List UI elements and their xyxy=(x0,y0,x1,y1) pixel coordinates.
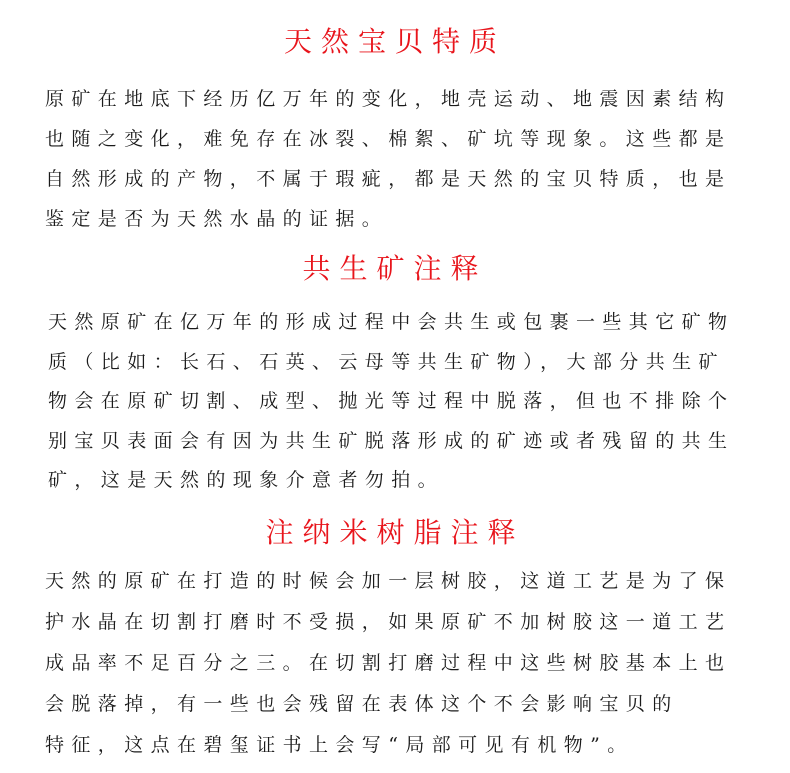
paragraph-line: 成品率不足百分之三。在切割打磨过程中这些树胶基本上也 xyxy=(45,652,732,674)
section-title-natural-traits: 天然宝贝特质 xyxy=(283,25,506,58)
paragraph-line: 质（比如：长石、石英、云母等共生矿物），大部分共生矿 xyxy=(48,350,725,373)
paragraph-line: 自然形成的产物，不属于瑕疵，都是天然的宝贝特质，也是 xyxy=(45,168,732,190)
paragraph-symbiotic-minerals xyxy=(48,303,753,501)
paragraph-line: 天然的原矿在打造的时候会加一层树胶，这道工艺是为了保 xyxy=(45,570,732,592)
section-title-nano-resin: 注纳米树脂注释 xyxy=(265,516,525,549)
paragraph-line: 鉴定是否为天然水晶的证据。 xyxy=(45,208,389,230)
paragraph-nano-resin xyxy=(45,561,750,766)
paragraph-line: 护水晶在切割打磨时不受损，如果原矿不加树胶这一道工艺 xyxy=(45,611,732,633)
paragraph-line: 会脱落掉，有一些也会残留在表体这个不会影响宝贝的 xyxy=(45,693,679,715)
paragraph-line: 矿，这是天然的现象介意者勿拍。 xyxy=(48,469,445,491)
paragraph-line: 特征，这点在碧玺证书上会写“局部可见有机物”。 xyxy=(45,734,634,756)
section-title-symbiotic-minerals: 共生矿注释 xyxy=(302,252,488,285)
paragraph-line: 物会在原矿切割、成型、抛光等过程中脱落，但也不排除个 xyxy=(48,390,735,412)
paragraph-line: 别宝贝表面会有因为共生矿脱落形成的矿迹或者残留的共生 xyxy=(48,429,735,452)
paragraph-line: 天然原矿在亿万年的形成过程中会共生或包裹一些其它矿物 xyxy=(48,311,735,333)
paragraph-natural-traits xyxy=(45,79,750,239)
paragraph-line: 原矿在地底下经历亿万年的变化，地壳运动、地震因素结构 xyxy=(45,88,732,110)
paragraph-line: 也随之变化，难免存在冰裂、棉絮、矿坑等现象。这些都是 xyxy=(45,128,732,150)
